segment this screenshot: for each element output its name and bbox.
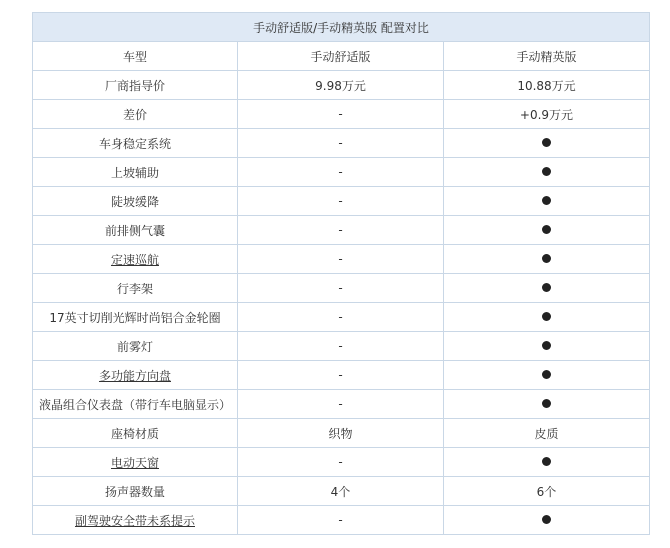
feature-name xyxy=(33,216,238,245)
comfort-cell xyxy=(238,245,444,274)
elite-cell xyxy=(444,158,650,187)
feature-name xyxy=(33,477,238,506)
comfort-cell xyxy=(238,129,444,158)
elite-cell xyxy=(444,332,650,361)
feature-label: 车身稳定系统 xyxy=(98,136,171,151)
table-title: 手动舒适版/手动精英版 配置对比 xyxy=(33,13,650,42)
filled-circle-icon xyxy=(542,457,551,466)
table-row xyxy=(33,477,650,506)
comfort-cell xyxy=(238,187,444,216)
comfort-value: - xyxy=(338,368,343,382)
feature-name xyxy=(33,71,238,100)
feature-name xyxy=(33,390,238,419)
standard-equipment-dot-icon xyxy=(542,283,551,292)
feature-label: 前排侧气囊 xyxy=(104,223,165,238)
table-row xyxy=(33,274,650,303)
comfort-value: - xyxy=(338,194,343,208)
standard-equipment-dot-icon xyxy=(542,515,551,524)
table-row xyxy=(33,187,650,216)
comfort-value: - xyxy=(338,513,343,527)
comfort-value: - xyxy=(338,455,343,469)
standard-equipment-dot-icon xyxy=(542,312,551,321)
feature-label[interactable]: 多功能方向盘 xyxy=(98,368,171,383)
elite-cell xyxy=(444,303,650,332)
feature-label: 前雾灯 xyxy=(116,339,153,354)
feature-name xyxy=(33,158,238,187)
table-row xyxy=(33,303,650,332)
feature-label: 扬声器数量 xyxy=(104,484,165,499)
comfort-cell xyxy=(238,361,444,390)
feature-label[interactable]: 定速巡航 xyxy=(110,252,159,267)
comfort-cell xyxy=(238,71,444,100)
feature-label[interactable]: 副驾驶安全带未系提示 xyxy=(74,513,195,528)
header-elite: 手动精英版 xyxy=(444,42,650,71)
comfort-value: 织物 xyxy=(328,426,353,441)
comfort-cell xyxy=(238,216,444,245)
standard-equipment-dot-icon xyxy=(542,196,551,205)
comfort-cell xyxy=(238,100,444,129)
filled-circle-icon xyxy=(542,370,551,379)
filled-circle-icon xyxy=(542,196,551,205)
standard-equipment-dot-icon xyxy=(542,254,551,263)
filled-circle-icon xyxy=(542,225,551,234)
table-row xyxy=(33,245,650,274)
elite-cell xyxy=(444,419,650,448)
table-row xyxy=(33,506,650,535)
feature-name xyxy=(33,419,238,448)
comfort-value: 4个 xyxy=(330,484,351,499)
filled-circle-icon xyxy=(542,254,551,263)
feature-name xyxy=(33,129,238,158)
table-row xyxy=(33,100,650,129)
feature-name xyxy=(33,303,238,332)
feature-name[interactable] xyxy=(33,245,238,274)
table-row xyxy=(33,332,650,361)
feature-name[interactable] xyxy=(33,506,238,535)
comfort-cell xyxy=(238,303,444,332)
elite-value: 6个 xyxy=(536,484,557,499)
comfort-value: - xyxy=(338,310,343,324)
table-header-row xyxy=(33,42,650,71)
feature-label: 上坡辅助 xyxy=(110,165,159,180)
feature-label: 17英寸切削光辉时尚铝合金轮圈 xyxy=(49,310,221,325)
header-comfort: 手动舒适版 xyxy=(238,42,444,71)
comfort-value: - xyxy=(338,165,343,179)
table-title-row xyxy=(33,13,650,42)
filled-circle-icon xyxy=(542,399,551,408)
comfort-value: - xyxy=(338,339,343,353)
feature-name xyxy=(33,274,238,303)
feature-label: 行李架 xyxy=(116,281,153,296)
feature-label: 厂商指导价 xyxy=(104,78,165,93)
table-row xyxy=(33,216,650,245)
elite-cell xyxy=(444,71,650,100)
table-row xyxy=(33,71,650,100)
feature-name xyxy=(33,100,238,129)
feature-name xyxy=(33,332,238,361)
filled-circle-icon xyxy=(542,515,551,524)
elite-value: 10.88万元 xyxy=(517,78,576,93)
table-row xyxy=(33,448,650,477)
elite-cell xyxy=(444,245,650,274)
comfort-value: - xyxy=(338,223,343,237)
elite-cell xyxy=(444,187,650,216)
config-comparison xyxy=(32,12,649,535)
comfort-cell xyxy=(238,332,444,361)
feature-label: 陡坡缓降 xyxy=(110,194,159,209)
standard-equipment-dot-icon xyxy=(542,341,551,350)
comfort-value: - xyxy=(338,252,343,266)
filled-circle-icon xyxy=(542,312,551,321)
elite-cell xyxy=(444,448,650,477)
standard-equipment-dot-icon xyxy=(542,370,551,379)
standard-equipment-dot-icon xyxy=(542,225,551,234)
table-row xyxy=(33,129,650,158)
comfort-cell xyxy=(238,419,444,448)
standard-equipment-dot-icon xyxy=(542,399,551,408)
comfort-cell xyxy=(238,158,444,187)
feature-name[interactable] xyxy=(33,361,238,390)
table-row xyxy=(33,390,650,419)
elite-cell xyxy=(444,100,650,129)
feature-label: 液晶组合仪表盘（带行车电脑显示） xyxy=(38,397,231,412)
filled-circle-icon xyxy=(542,283,551,292)
comfort-value: - xyxy=(338,397,343,411)
feature-name[interactable] xyxy=(33,448,238,477)
comparison-table xyxy=(32,12,650,535)
comfort-value: - xyxy=(338,281,343,295)
standard-equipment-dot-icon xyxy=(542,138,551,147)
elite-cell xyxy=(444,506,650,535)
elite-value: +0.9万元 xyxy=(519,107,574,122)
elite-cell xyxy=(444,129,650,158)
feature-label: 座椅材质 xyxy=(110,426,159,441)
comfort-cell xyxy=(238,390,444,419)
standard-equipment-dot-icon xyxy=(542,167,551,176)
feature-label[interactable]: 电动天窗 xyxy=(110,455,159,470)
elite-cell xyxy=(444,361,650,390)
feature-label: 差价 xyxy=(122,107,147,122)
filled-circle-icon xyxy=(542,167,551,176)
comfort-cell xyxy=(238,477,444,506)
standard-equipment-dot-icon xyxy=(542,457,551,466)
elite-cell xyxy=(444,477,650,506)
elite-cell xyxy=(444,390,650,419)
comfort-value: 9.98万元 xyxy=(315,78,366,93)
elite-value: 皮质 xyxy=(534,426,559,441)
filled-circle-icon xyxy=(542,138,551,147)
comfort-value: - xyxy=(338,136,343,150)
table-row xyxy=(33,419,650,448)
table-row xyxy=(33,158,650,187)
elite-cell xyxy=(444,274,650,303)
filled-circle-icon xyxy=(542,341,551,350)
comfort-value: - xyxy=(338,107,343,121)
table-row xyxy=(33,361,650,390)
comfort-cell xyxy=(238,506,444,535)
table-body xyxy=(33,71,650,535)
feature-name xyxy=(33,187,238,216)
comfort-cell xyxy=(238,274,444,303)
header-model: 车型 xyxy=(33,42,238,71)
comfort-cell xyxy=(238,448,444,477)
elite-cell xyxy=(444,216,650,245)
